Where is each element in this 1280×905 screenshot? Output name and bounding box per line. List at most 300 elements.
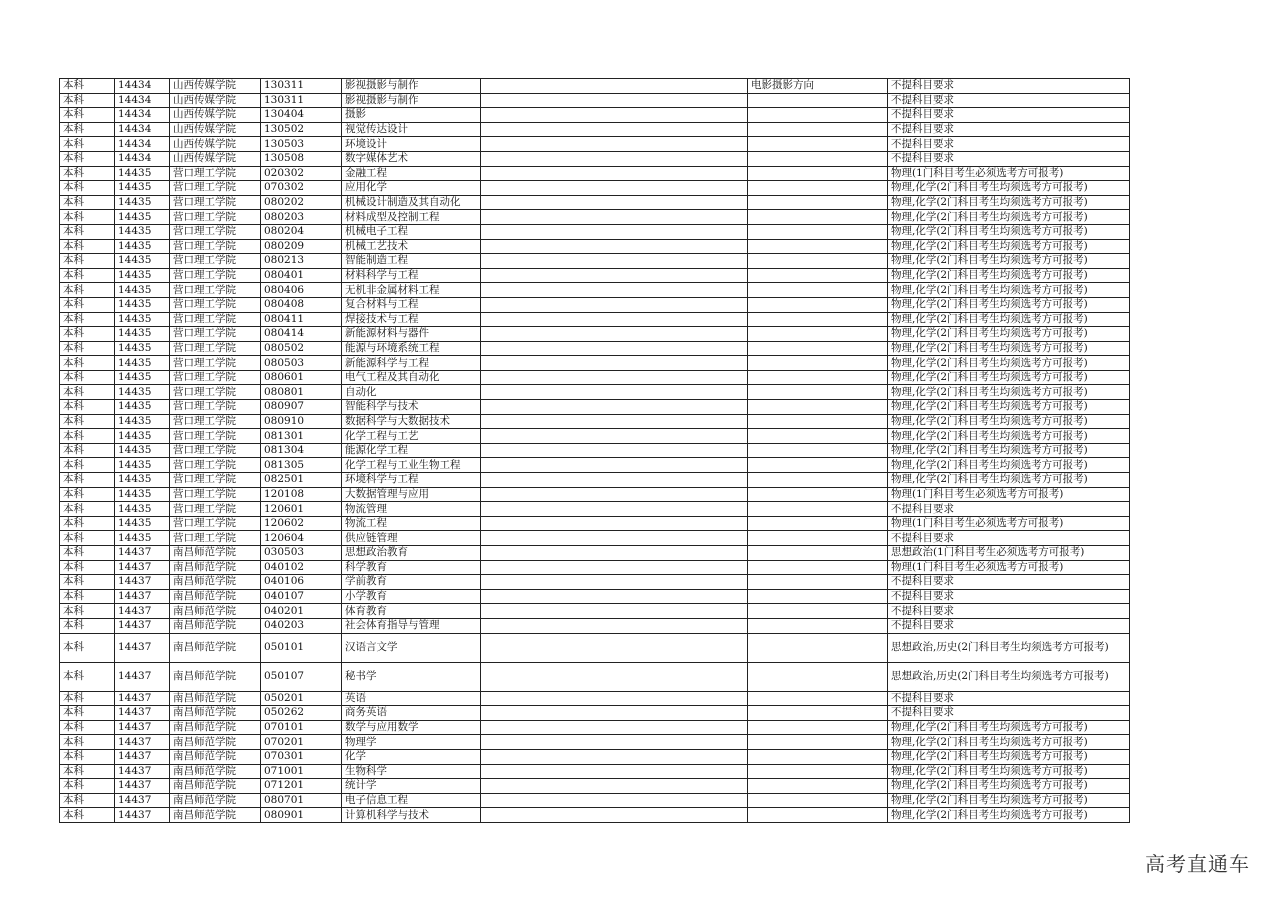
remark-cell (481, 531, 748, 546)
remark-cell (481, 502, 748, 517)
remark-cell (481, 589, 748, 604)
remark-cell (481, 283, 748, 298)
direction-cell (748, 443, 888, 458)
school-name-cell: 南昌师范学院 (170, 764, 261, 779)
direction-cell (748, 210, 888, 225)
school-name-cell: 营口理工学院 (170, 239, 261, 254)
major-code-cell: 040203 (261, 618, 342, 633)
major-code-cell: 080901 (261, 808, 342, 823)
major-code-cell: 040106 (261, 575, 342, 590)
subject-requirement-cell: 不提科目要求 (888, 575, 1130, 590)
major-code-cell: 080203 (261, 210, 342, 225)
level-cell: 本科 (60, 633, 115, 662)
direction-cell (748, 195, 888, 210)
school-name-cell: 南昌师范学院 (170, 735, 261, 750)
table-row (60, 779, 1130, 794)
remark-cell (481, 341, 748, 356)
school-name-cell: 营口理工学院 (170, 458, 261, 473)
major-name-cell: 物理学 (342, 735, 481, 750)
major-code-cell: 080401 (261, 268, 342, 283)
table-row (60, 720, 1130, 735)
direction-cell (748, 487, 888, 502)
level-cell: 本科 (60, 297, 115, 312)
direction-cell (748, 312, 888, 327)
remark-cell (481, 151, 748, 166)
remark-cell (481, 137, 748, 152)
subject-requirement-cell: 不提科目要求 (888, 122, 1130, 137)
subject-requirement-cell: 不提科目要求 (888, 531, 1130, 546)
major-code-cell: 130404 (261, 108, 342, 123)
direction-cell (748, 502, 888, 517)
school-code-cell: 14435 (115, 166, 170, 181)
remark-cell (481, 297, 748, 312)
major-code-cell: 030503 (261, 546, 342, 561)
school-name-cell: 营口理工学院 (170, 210, 261, 225)
major-name-cell: 机械设计制造及其自动化 (342, 195, 481, 210)
major-name-cell: 视觉传达设计 (342, 122, 481, 137)
major-name-cell: 社会体育指导与管理 (342, 618, 481, 633)
major-code-cell: 080406 (261, 283, 342, 298)
school-code-cell: 14435 (115, 414, 170, 429)
table-row (60, 210, 1130, 225)
major-code-cell: 070302 (261, 181, 342, 196)
level-cell: 本科 (60, 735, 115, 750)
major-code-cell: 080601 (261, 370, 342, 385)
level-cell: 本科 (60, 575, 115, 590)
level-cell: 本科 (60, 254, 115, 269)
level-cell: 本科 (60, 429, 115, 444)
school-code-cell: 14435 (115, 370, 170, 385)
level-cell: 本科 (60, 93, 115, 108)
remark-cell (481, 195, 748, 210)
level-cell: 本科 (60, 749, 115, 764)
table-row (60, 546, 1130, 561)
table-row (60, 502, 1130, 517)
admission-requirements-table (59, 78, 1130, 823)
direction-cell (748, 400, 888, 415)
direction-cell (748, 385, 888, 400)
school-code-cell: 14437 (115, 779, 170, 794)
major-code-cell: 080414 (261, 327, 342, 342)
school-code-cell: 14435 (115, 473, 170, 488)
subject-requirement-cell: 物理,化学(2门科目考生均须选考方可报考) (888, 210, 1130, 225)
school-code-cell: 14435 (115, 400, 170, 415)
direction-cell (748, 239, 888, 254)
school-name-cell: 南昌师范学院 (170, 589, 261, 604)
direction-cell (748, 604, 888, 619)
major-name-cell: 统计学 (342, 779, 481, 794)
remark-cell (481, 224, 748, 239)
remark-cell (481, 546, 748, 561)
table-row (60, 735, 1130, 750)
subject-requirement-cell: 思想政治(1门科目考生必须选考方可报考) (888, 546, 1130, 561)
major-code-cell: 080411 (261, 312, 342, 327)
school-code-cell: 14437 (115, 793, 170, 808)
major-name-cell: 无机非金属材料工程 (342, 283, 481, 298)
level-cell: 本科 (60, 195, 115, 210)
school-name-cell: 营口理工学院 (170, 443, 261, 458)
level-cell: 本科 (60, 122, 115, 137)
direction-cell (748, 735, 888, 750)
remark-cell (481, 706, 748, 721)
subject-requirement-cell: 不提科目要求 (888, 502, 1130, 517)
major-name-cell: 商务英语 (342, 706, 481, 721)
school-code-cell: 14435 (115, 268, 170, 283)
school-code-cell: 14435 (115, 516, 170, 531)
table-row (60, 414, 1130, 429)
table-row (60, 166, 1130, 181)
remark-cell (481, 312, 748, 327)
school-name-cell: 营口理工学院 (170, 531, 261, 546)
major-code-cell: 080408 (261, 297, 342, 312)
table-row (60, 341, 1130, 356)
remark-cell (481, 166, 748, 181)
remark-cell (481, 487, 748, 502)
school-code-cell: 14437 (115, 575, 170, 590)
school-name-cell: 营口理工学院 (170, 327, 261, 342)
level-cell: 本科 (60, 779, 115, 794)
subject-requirement-cell: 物理,化学(2门科目考生均须选考方可报考) (888, 327, 1130, 342)
direction-cell (748, 575, 888, 590)
subject-requirement-cell: 物理,化学(2门科目考生均须选考方可报考) (888, 370, 1130, 385)
major-code-cell: 081301 (261, 429, 342, 444)
table-row (60, 239, 1130, 254)
level-cell: 本科 (60, 618, 115, 633)
table-row (60, 297, 1130, 312)
remark-cell (481, 618, 748, 633)
remark-cell (481, 210, 748, 225)
direction-cell (748, 283, 888, 298)
remark-cell (481, 254, 748, 269)
subject-requirement-cell: 物理,化学(2门科目考生均须选考方可报考) (888, 458, 1130, 473)
school-code-cell: 14434 (115, 122, 170, 137)
level-cell: 本科 (60, 166, 115, 181)
major-name-cell: 数据科学与大数据技术 (342, 414, 481, 429)
remark-cell (481, 458, 748, 473)
direction-cell (748, 618, 888, 633)
major-code-cell: 040102 (261, 560, 342, 575)
major-name-cell: 智能制造工程 (342, 254, 481, 269)
remark-cell (481, 93, 748, 108)
school-name-cell: 山西传媒学院 (170, 108, 261, 123)
major-name-cell: 秘书学 (342, 662, 481, 691)
direction-cell (748, 560, 888, 575)
major-code-cell: 050107 (261, 662, 342, 691)
level-cell: 本科 (60, 604, 115, 619)
school-name-cell: 营口理工学院 (170, 429, 261, 444)
major-code-cell: 081304 (261, 443, 342, 458)
subject-requirement-cell: 物理,化学(2门科目考生均须选考方可报考) (888, 429, 1130, 444)
table-row (60, 575, 1130, 590)
major-code-cell: 050262 (261, 706, 342, 721)
major-name-cell: 电气工程及其自动化 (342, 370, 481, 385)
table-row (60, 137, 1130, 152)
school-name-cell: 营口理工学院 (170, 487, 261, 502)
major-code-cell: 080213 (261, 254, 342, 269)
school-code-cell: 14435 (115, 443, 170, 458)
remark-cell (481, 443, 748, 458)
level-cell: 本科 (60, 239, 115, 254)
major-name-cell: 大数据管理与应用 (342, 487, 481, 502)
subject-requirement-cell: 不提科目要求 (888, 108, 1130, 123)
subject-requirement-cell: 物理,化学(2门科目考生均须选考方可报考) (888, 195, 1130, 210)
subject-requirement-cell: 不提科目要求 (888, 618, 1130, 633)
major-code-cell: 080503 (261, 356, 342, 371)
direction-cell (748, 122, 888, 137)
table-row (60, 195, 1130, 210)
remark-cell (481, 749, 748, 764)
direction-cell (748, 268, 888, 283)
level-cell: 本科 (60, 720, 115, 735)
table-row (60, 254, 1130, 269)
major-name-cell: 能源与环境系统工程 (342, 341, 481, 356)
school-code-cell: 14437 (115, 706, 170, 721)
major-name-cell: 小学教育 (342, 589, 481, 604)
direction-cell (748, 137, 888, 152)
major-code-cell: 080202 (261, 195, 342, 210)
subject-requirement-cell: 物理,化学(2门科目考生均须选考方可报考) (888, 400, 1130, 415)
subject-requirement-cell: 物理,化学(2门科目考生均须选考方可报考) (888, 720, 1130, 735)
remark-cell (481, 691, 748, 706)
direction-cell (748, 808, 888, 823)
school-code-cell: 14435 (115, 327, 170, 342)
direction-cell (748, 108, 888, 123)
direction-cell (748, 341, 888, 356)
direction-cell (748, 429, 888, 444)
remark-cell (481, 575, 748, 590)
level-cell: 本科 (60, 341, 115, 356)
direction-cell (748, 93, 888, 108)
school-name-cell: 营口理工学院 (170, 356, 261, 371)
table-row (60, 764, 1130, 779)
subject-requirement-cell: 物理,化学(2门科目考生均须选考方可报考) (888, 268, 1130, 283)
level-cell: 本科 (60, 560, 115, 575)
major-name-cell: 复合材料与工程 (342, 297, 481, 312)
table-row (60, 370, 1130, 385)
direction-cell (748, 589, 888, 604)
direction-cell (748, 546, 888, 561)
remark-cell (481, 370, 748, 385)
subject-requirement-cell: 不提科目要求 (888, 691, 1130, 706)
school-code-cell: 14437 (115, 735, 170, 750)
table-row (60, 560, 1130, 575)
school-name-cell: 南昌师范学院 (170, 793, 261, 808)
school-code-cell: 14437 (115, 633, 170, 662)
school-code-cell: 14437 (115, 764, 170, 779)
school-code-cell: 14435 (115, 487, 170, 502)
remark-cell (481, 808, 748, 823)
level-cell: 本科 (60, 458, 115, 473)
remark-cell (481, 473, 748, 488)
subject-requirement-cell: 不提科目要求 (888, 706, 1130, 721)
table-row (60, 487, 1130, 502)
major-code-cell: 082501 (261, 473, 342, 488)
level-cell: 本科 (60, 473, 115, 488)
remark-cell (481, 779, 748, 794)
level-cell: 本科 (60, 502, 115, 517)
major-code-cell: 130508 (261, 151, 342, 166)
direction-cell (748, 254, 888, 269)
school-code-cell: 14435 (115, 283, 170, 298)
major-name-cell: 物流管理 (342, 502, 481, 517)
remark-cell (481, 400, 748, 415)
remark-cell (481, 385, 748, 400)
level-cell: 本科 (60, 516, 115, 531)
school-name-cell: 山西传媒学院 (170, 122, 261, 137)
school-name-cell: 营口理工学院 (170, 473, 261, 488)
major-name-cell: 化学工程与工业生物工程 (342, 458, 481, 473)
subject-requirement-cell: 物理,化学(2门科目考生均须选考方可报考) (888, 793, 1130, 808)
remark-cell (481, 560, 748, 575)
school-name-cell: 营口理工学院 (170, 283, 261, 298)
table-row (60, 516, 1130, 531)
major-name-cell: 化学 (342, 749, 481, 764)
school-code-cell: 14437 (115, 589, 170, 604)
school-name-cell: 南昌师范学院 (170, 662, 261, 691)
remark-cell (481, 604, 748, 619)
school-code-cell: 14435 (115, 341, 170, 356)
subject-requirement-cell: 不提科目要求 (888, 93, 1130, 108)
subject-requirement-cell: 物理,化学(2门科目考生均须选考方可报考) (888, 341, 1130, 356)
remark-cell (481, 356, 748, 371)
remark-cell (481, 720, 748, 735)
major-code-cell: 130311 (261, 93, 342, 108)
subject-requirement-cell: 不提科目要求 (888, 137, 1130, 152)
school-name-cell: 南昌师范学院 (170, 575, 261, 590)
school-name-cell: 南昌师范学院 (170, 604, 261, 619)
direction-cell (748, 458, 888, 473)
table-row (60, 93, 1130, 108)
school-code-cell: 14434 (115, 93, 170, 108)
major-name-cell: 摄影 (342, 108, 481, 123)
major-name-cell: 机械电子工程 (342, 224, 481, 239)
level-cell: 本科 (60, 137, 115, 152)
school-code-cell: 14435 (115, 458, 170, 473)
subject-requirement-cell: 不提科目要求 (888, 151, 1130, 166)
table-row (60, 327, 1130, 342)
school-name-cell: 山西传媒学院 (170, 151, 261, 166)
major-code-cell: 080910 (261, 414, 342, 429)
direction-cell (748, 706, 888, 721)
subject-requirement-cell: 物理,化学(2门科目考生均须选考方可报考) (888, 764, 1130, 779)
direction-cell (748, 764, 888, 779)
major-name-cell: 学前教育 (342, 575, 481, 590)
school-code-cell: 14435 (115, 239, 170, 254)
major-code-cell: 071201 (261, 779, 342, 794)
major-name-cell: 生物科学 (342, 764, 481, 779)
major-name-cell: 化学工程与工艺 (342, 429, 481, 444)
major-name-cell: 体育教育 (342, 604, 481, 619)
remark-cell (481, 181, 748, 196)
major-code-cell: 080907 (261, 400, 342, 415)
major-code-cell: 070101 (261, 720, 342, 735)
direction-cell (748, 370, 888, 385)
school-code-cell: 14435 (115, 502, 170, 517)
school-code-cell: 14435 (115, 195, 170, 210)
school-name-cell: 山西传媒学院 (170, 79, 261, 94)
school-name-cell: 南昌师范学院 (170, 691, 261, 706)
level-cell: 本科 (60, 706, 115, 721)
remark-cell (481, 429, 748, 444)
school-name-cell: 营口理工学院 (170, 385, 261, 400)
school-code-cell: 14437 (115, 618, 170, 633)
major-code-cell: 080502 (261, 341, 342, 356)
school-code-cell: 14435 (115, 385, 170, 400)
table-row (60, 531, 1130, 546)
subject-requirement-cell: 物理,化学(2门科目考生均须选考方可报考) (888, 414, 1130, 429)
table-row (60, 79, 1130, 94)
school-code-cell: 14435 (115, 210, 170, 225)
school-name-cell: 南昌师范学院 (170, 720, 261, 735)
level-cell: 本科 (60, 531, 115, 546)
major-name-cell: 汉语言文学 (342, 633, 481, 662)
level-cell: 本科 (60, 414, 115, 429)
school-name-cell: 南昌师范学院 (170, 560, 261, 575)
level-cell: 本科 (60, 210, 115, 225)
major-code-cell: 130502 (261, 122, 342, 137)
table-row (60, 283, 1130, 298)
major-name-cell: 环境设计 (342, 137, 481, 152)
subject-requirement-cell: 物理,化学(2门科目考生均须选考方可报考) (888, 443, 1130, 458)
remark-cell (481, 79, 748, 94)
level-cell: 本科 (60, 283, 115, 298)
remark-cell (481, 414, 748, 429)
major-name-cell: 材料科学与工程 (342, 268, 481, 283)
level-cell: 本科 (60, 764, 115, 779)
school-code-cell: 14435 (115, 531, 170, 546)
major-name-cell: 数字媒体艺术 (342, 151, 481, 166)
table-row (60, 385, 1130, 400)
level-cell: 本科 (60, 151, 115, 166)
major-code-cell: 080204 (261, 224, 342, 239)
major-name-cell: 焊接技术与工程 (342, 312, 481, 327)
level-cell: 本科 (60, 400, 115, 415)
table-row (60, 400, 1130, 415)
subject-requirement-cell: 不提科目要求 (888, 604, 1130, 619)
school-name-cell: 南昌师范学院 (170, 749, 261, 764)
direction-cell (748, 297, 888, 312)
major-code-cell: 120604 (261, 531, 342, 546)
subject-requirement-cell: 思想政治,历史(2门科目考生均须选考方可报考) (888, 633, 1130, 662)
school-name-cell: 营口理工学院 (170, 341, 261, 356)
table-row (60, 458, 1130, 473)
level-cell: 本科 (60, 224, 115, 239)
remark-cell (481, 122, 748, 137)
school-code-cell: 14437 (115, 808, 170, 823)
subject-requirement-cell: 物理,化学(2门科目考生均须选考方可报考) (888, 808, 1130, 823)
school-code-cell: 14435 (115, 429, 170, 444)
major-name-cell: 金融工程 (342, 166, 481, 181)
major-name-cell: 新能源材料与器件 (342, 327, 481, 342)
direction-cell (748, 633, 888, 662)
major-name-cell: 思想政治教育 (342, 546, 481, 561)
school-code-cell: 14437 (115, 662, 170, 691)
level-cell: 本科 (60, 385, 115, 400)
major-code-cell: 071001 (261, 764, 342, 779)
table-row (60, 356, 1130, 371)
major-code-cell: 020302 (261, 166, 342, 181)
school-code-cell: 14434 (115, 137, 170, 152)
table-row (60, 662, 1130, 691)
table-row (60, 589, 1130, 604)
major-name-cell: 应用化学 (342, 181, 481, 196)
school-name-cell: 南昌师范学院 (170, 546, 261, 561)
school-name-cell: 营口理工学院 (170, 254, 261, 269)
major-name-cell: 机械工艺技术 (342, 239, 481, 254)
school-code-cell: 14435 (115, 254, 170, 269)
subject-requirement-cell: 不提科目要求 (888, 589, 1130, 604)
direction-cell (748, 151, 888, 166)
